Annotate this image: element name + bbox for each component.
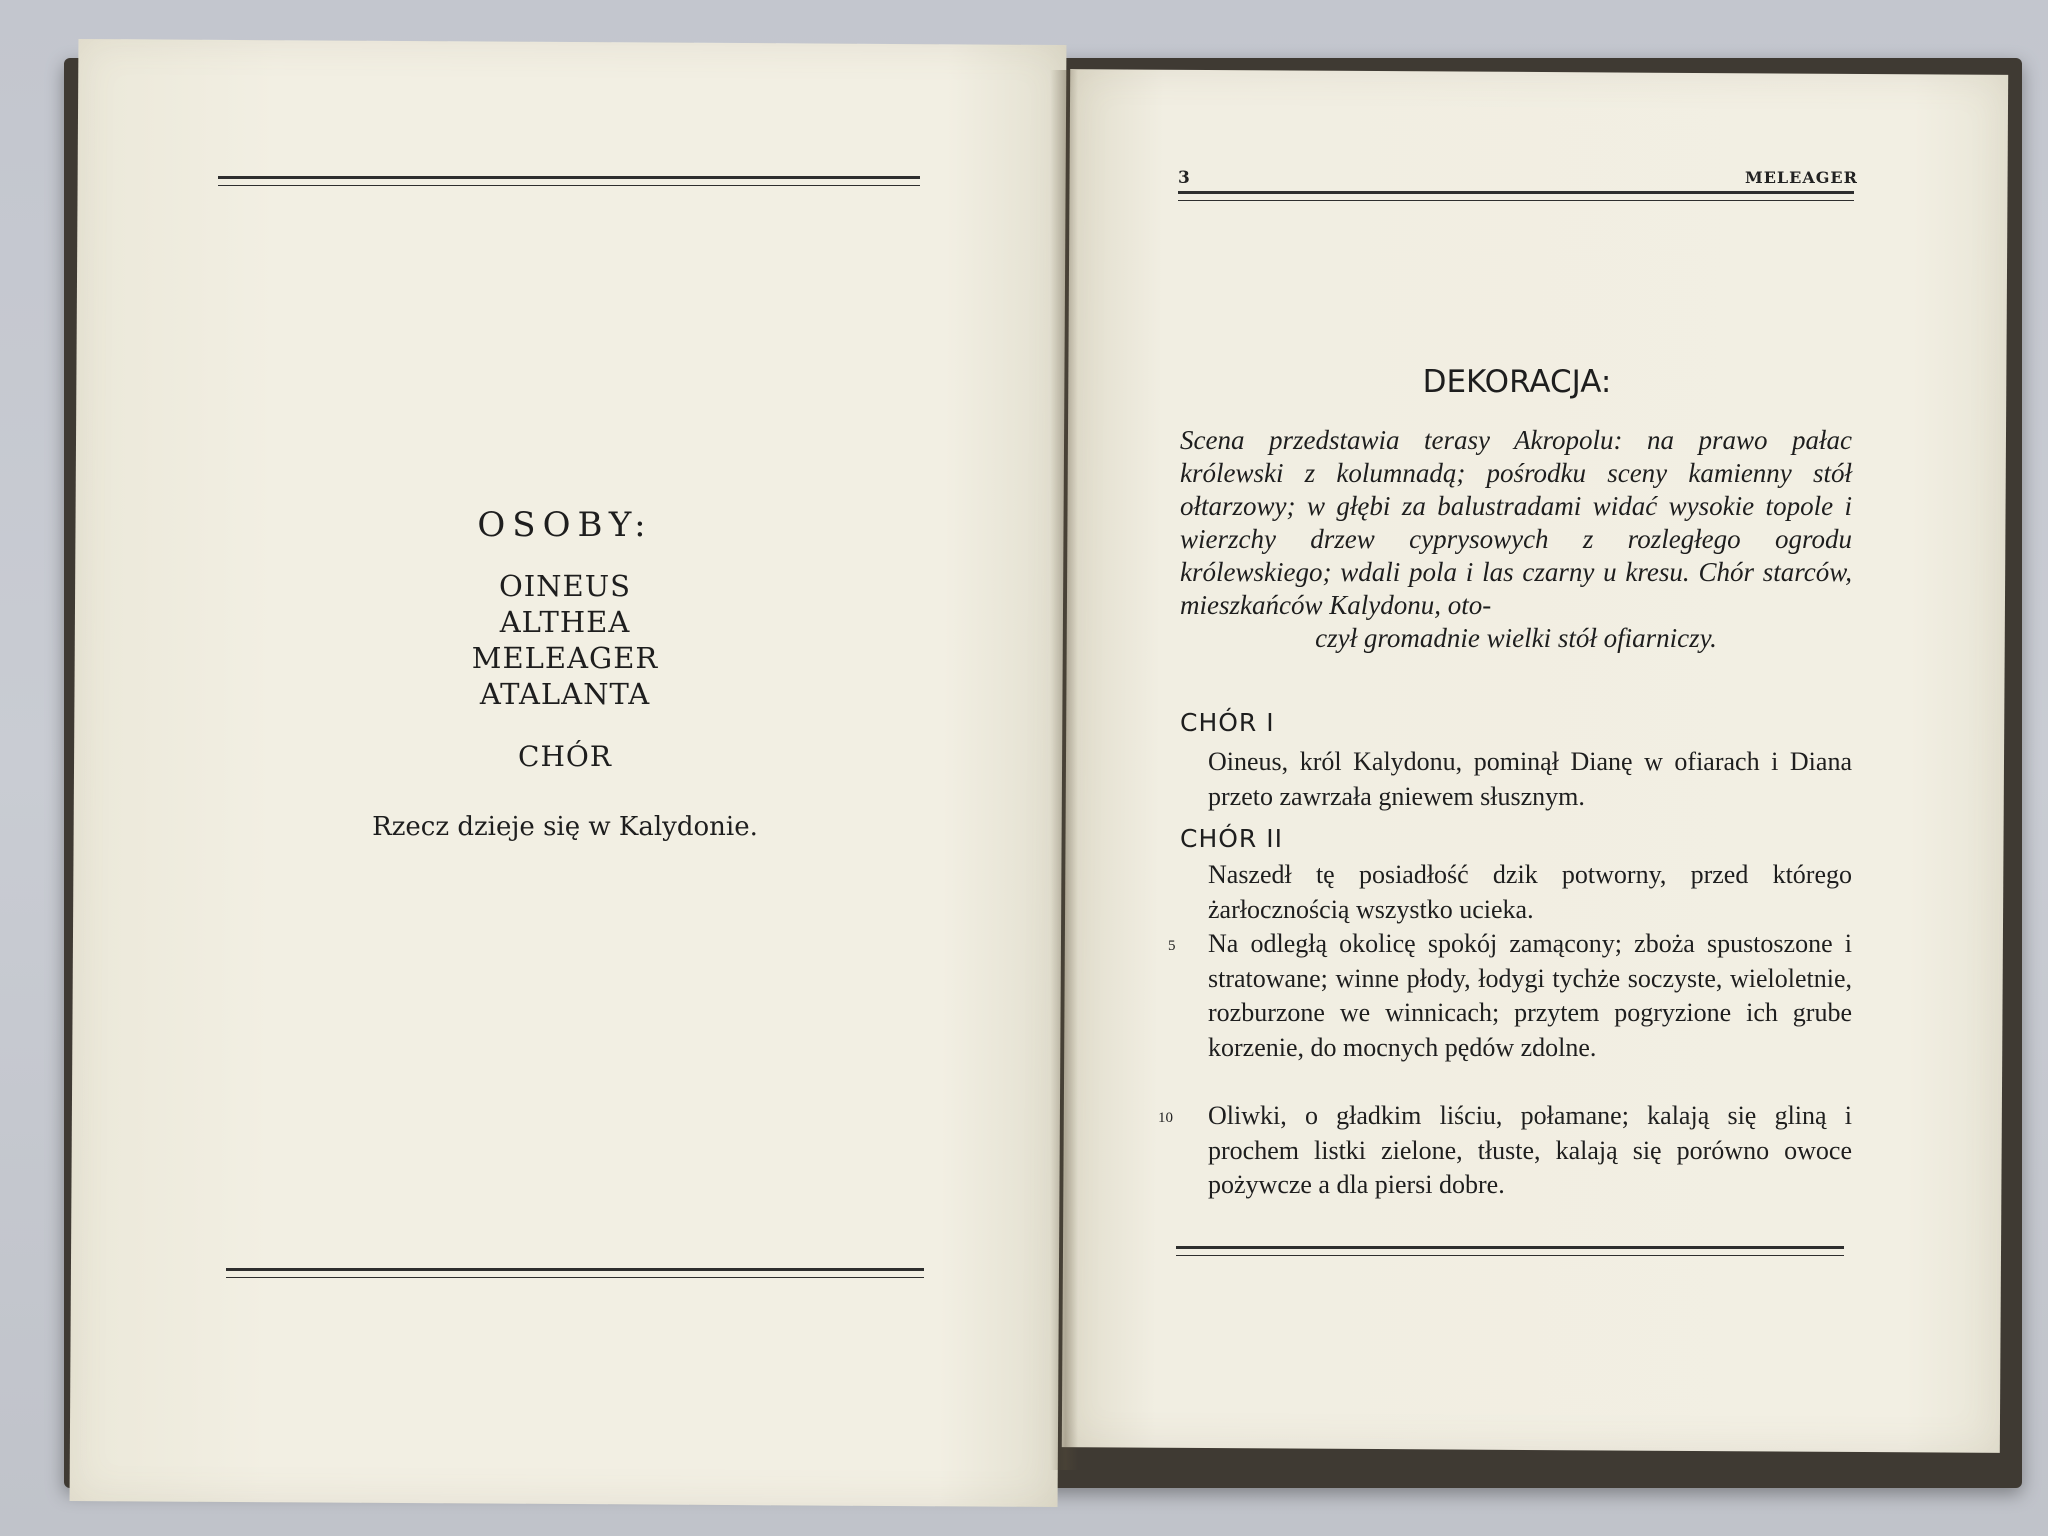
speech-chorus-2-passage-1: Naszedł tę posiadłość dzik potworny, przed którego żarłocznością wszystko ucieka. <box>1208 860 1852 924</box>
setting-line: Rzecz dzieje się w Kalydonie. <box>372 812 758 842</box>
speech-chorus-2-passage-3: Oliwki, o gładkim liściu, połamane; kalają się gliną i prochem listki zielone, tłuste, kalają się porówno owoce pożywcze a dla piersi dobre. <box>1208 1101 1852 1199</box>
persona-althea: ALTHEA <box>499 605 631 639</box>
running-title: MELEAGER <box>1745 168 1858 187</box>
book-gutter <box>1050 70 1078 1470</box>
persons-heading: OSOBY: <box>477 505 653 545</box>
persona-list <box>300 568 830 712</box>
stage-directions-last-line: czył gromadnie wielki stół ofiarniczy. <box>1315 623 1717 653</box>
stage-directions <box>1180 424 1852 655</box>
stage-directions-body: Scena przedstawia terasy Akropolu: na prawo pałac królewski z kolumnadą; pośrodku sceny kamienny stół ołtarzowy; w głębi za balustradami widać wysokie topole i wierzchy drzew cyprysowych z rozległego ogrodu królewskiego; wdali pola i las czarny u kresu. Chór starców, mieszkańców Kalydonu, oto- <box>1180 425 1852 620</box>
left-page <box>70 39 1067 1507</box>
persona-oineus: OINEUS <box>498 569 632 603</box>
persona-chorus: CHÓR <box>518 740 612 773</box>
speaker-chorus-1: CHÓR I <box>1180 708 1275 737</box>
line-number-5: 5 <box>1168 938 1176 954</box>
line-number-10: 10 <box>1158 1110 1173 1126</box>
left-top-rule <box>218 176 920 186</box>
persona-meleager: MELEAGER <box>471 641 659 675</box>
right-top-rule <box>1178 191 1854 201</box>
left-bottom-rule <box>226 1268 924 1278</box>
persona-atalanta: ATALANTA <box>479 677 651 711</box>
decoration-heading: DEKORACJA: <box>1422 364 1612 400</box>
right-bottom-rule <box>1176 1246 1844 1256</box>
speech-chorus-2-passage-2: Na odległą okolicę spokój zamącony; zboża spustoszone i stratowane; winne płody, łodygi tychże soczyste, wieloletnie, rozburzone we winnicach; przytem pogryzione ich grube korzenie, do mocnych pędów zdolne. <box>1208 929 1852 1062</box>
speaker-chorus-2: CHÓR II <box>1180 824 1283 853</box>
speech-chorus-1: Oineus, król Kalydonu, pominął Dianę w ofiarach i Diana przeto zawrzała gniewem słusznym. <box>1208 747 1852 811</box>
page-number: 3 <box>1178 168 1190 188</box>
